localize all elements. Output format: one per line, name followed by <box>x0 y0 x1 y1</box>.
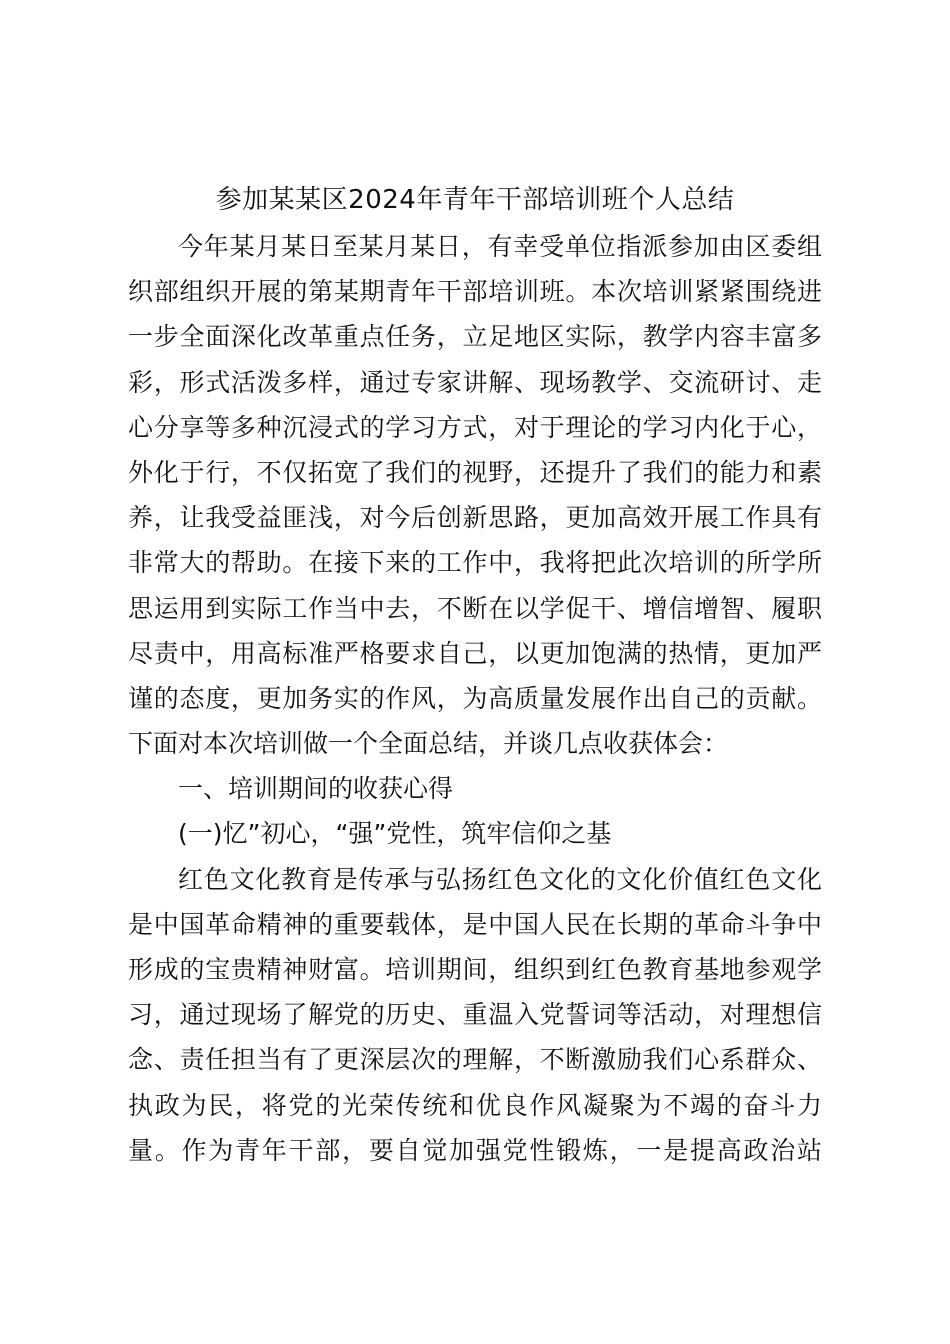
text-line: 尽责中，用高标准严格要求自己，以更加饱满的热情，更加严 <box>128 638 822 668</box>
document-title: 参加某某区2024年青年干部培训班个人总结 <box>215 185 735 215</box>
text-line: 心分享等多种沉浸式的学习方式，对于理论的学习内化于心， <box>128 412 822 442</box>
text-line: 彩，形式活泼多样，通过专家讲解、现场教学、交流研讨、走 <box>128 367 822 397</box>
text-line: 是中国革命精神的重要载体，是中国人民在长期的革命斗争中 <box>128 909 822 939</box>
text-line: 量。作为青年干部，要自觉加强党性锻炼，一是提高政治站 <box>128 1135 822 1165</box>
text-line: 外化于行，不仅拓宽了我们的视野，还提升了我们的能力和素 <box>128 457 822 487</box>
text-line: 养，让我受益匪浅，对今后创新思路，更加高效开展工作具有 <box>128 503 822 533</box>
text-line: 思运用到实际工作当中去，不断在以学促干、增信增智、履职 <box>128 593 822 623</box>
text-line: 形成的宝贵精神财富。培训期间，组织到红色教育基地参观学 <box>128 955 822 984</box>
text-line: 非常大的帮助。在接下来的工作中，我将把此次培训的所学所 <box>128 548 822 578</box>
text-line: 谨的态度，更加务实的作风，为高质量发展作出自己的贡献。 <box>128 683 822 713</box>
text-line: 一步全面深化改革重点任务，立足地区实际，教学内容丰富多 <box>128 322 822 352</box>
text-line: 下面对本次培训做一个全面总结，并谈几点收获体会： <box>128 729 729 759</box>
text-line: 织部组织开展的第某期青年干部培训班。本次培训紧紧围绕进 <box>128 277 822 307</box>
document-body <box>128 224 822 1173</box>
section-heading: 一、培训期间的收获心得 <box>178 774 454 804</box>
section-heading: (一)忆”初心，“强”党性，筑牢信仰之基 <box>178 819 612 849</box>
text-line: 念、责任担当有了更深层次的理解，不断激励我们心系群众、 <box>128 1045 822 1075</box>
text-line: 习，通过现场了解党的历史、重温入党誓词等活动，对理想信 <box>128 1000 822 1030</box>
text-line: 今年某月某日至某月某日，有幸受单位指派参加由区委组 <box>178 232 822 261</box>
text-line: 执政为民，将党的光荣传统和优良作风凝聚为不竭的奋斗力 <box>128 1090 822 1120</box>
text-line: 红色文化教育是传承与弘扬红色文化的文化价值红色文化 <box>178 864 822 894</box>
